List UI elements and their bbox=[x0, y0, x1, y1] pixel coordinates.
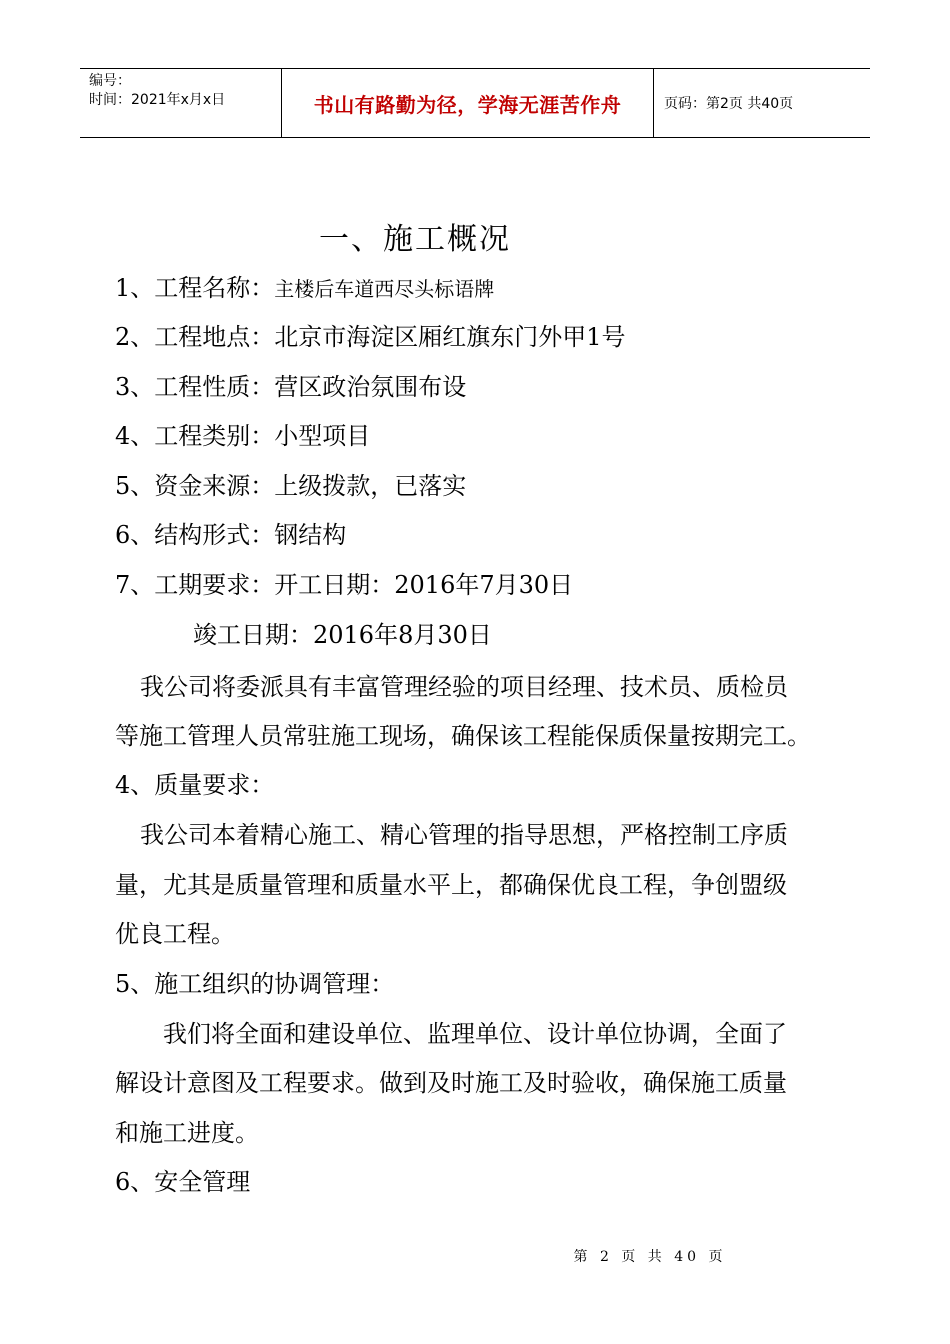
paragraph-3-line-3: 和施工进度。 bbox=[115, 1119, 259, 1147]
document-date: 时间：2021年x月x日 bbox=[89, 92, 226, 108]
item-1-label: 1、工程名称： bbox=[115, 274, 275, 302]
section-heading-quality: 4、质量要求： bbox=[115, 771, 275, 799]
item-6: 6、结构形式：钢结构 bbox=[115, 521, 347, 549]
page-title: 一、施工概况 bbox=[319, 222, 511, 257]
paragraph-2-line-1: 我公司本着精心施工、精心管理的指导思想，严格控制工序质 bbox=[140, 821, 788, 849]
paragraph-1-line-2: 等施工管理人员常驻施工现场，确保该工程能保质保量按期完工。 bbox=[115, 722, 811, 750]
paragraph-2-line-2: 量，尤其是质量管理和质量水平上，都确保优良工程，争创盟级 bbox=[115, 871, 787, 899]
item-7: 7、工期要求：开工日期：2016年7月30日 bbox=[115, 571, 574, 599]
header-motto-cell bbox=[282, 69, 654, 137]
header-page-cell bbox=[654, 69, 870, 137]
paragraph-1-line-1: 我公司将委派具有丰富管理经验的项目经理、技术员、质检员 bbox=[140, 673, 788, 701]
item-5: 5、资金来源：上级拨款，已落实 bbox=[115, 472, 467, 500]
document-number: 编号： bbox=[89, 73, 131, 89]
item-3: 3、工程性质：营区政治氛围布设 bbox=[115, 373, 467, 401]
paragraph-3-line-2: 解设计意图及工程要求。做到及时施工及时验收，确保施工质量 bbox=[115, 1069, 787, 1097]
page-footer: 第 2 页 共 40 页 bbox=[573, 1249, 727, 1265]
item-4: 4、工程类别：小型项目 bbox=[115, 422, 371, 450]
header-left-cell bbox=[80, 69, 282, 137]
item-2: 2、工程地点：北京市海淀区厢红旗东门外甲1号 bbox=[115, 323, 626, 351]
page-info: 页码：第2页 共40页 bbox=[664, 96, 794, 112]
paragraph-2-line-3: 优良工程。 bbox=[115, 920, 235, 948]
section-heading-coordination: 5、施工组织的协调管理： bbox=[115, 970, 395, 998]
header-table bbox=[80, 68, 870, 138]
item-1 bbox=[115, 272, 494, 305]
item-1-value: 主楼后车道西尽头标语牌 bbox=[274, 277, 495, 301]
motto-text: 书山有路勤为径，学海无涯苦作舟 bbox=[313, 92, 622, 117]
section-heading-safety: 6、安全管理 bbox=[115, 1168, 251, 1196]
item-completion-date: 竣工日期：2016年8月30日 bbox=[193, 621, 492, 649]
paragraph-3-line-1: 我们将全面和建设单位、监理单位、设计单位协调，全面了 bbox=[163, 1020, 787, 1048]
